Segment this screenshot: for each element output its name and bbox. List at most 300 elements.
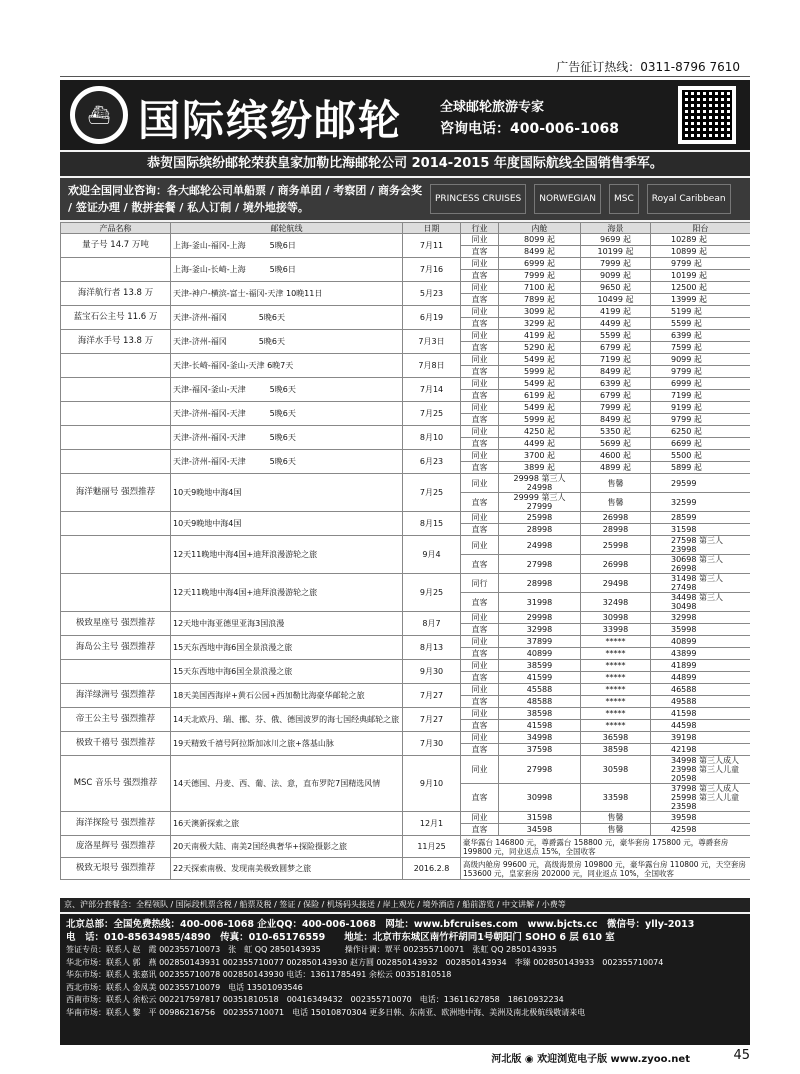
col-header: 内舱 xyxy=(499,223,581,234)
price-category: 直客 xyxy=(461,524,499,536)
price-oceanview: 26998 xyxy=(581,555,651,574)
sail-date: 12月1 xyxy=(403,812,461,836)
price-oceanview: 29498 xyxy=(581,574,651,593)
price-oceanview: 5699 起 xyxy=(581,438,651,450)
price-inside: 40899 xyxy=(499,648,581,660)
price-oceanview: ***** xyxy=(581,636,651,648)
price-category: 同业 xyxy=(461,426,499,438)
price-category: 直客 xyxy=(461,624,499,636)
route: 15天东西地中海6国全景浪漫之旅 xyxy=(171,636,403,660)
sail-date: 9月25 xyxy=(403,574,461,612)
route: 上海-釜山-福冈-上海 5晚6日 xyxy=(171,234,403,258)
price-balcony: 5599 起 xyxy=(651,318,751,330)
price-inside: 5290 起 xyxy=(499,342,581,354)
price-inside: 5999 起 xyxy=(499,366,581,378)
ship-name xyxy=(61,450,171,474)
price-oceanview: 30598 xyxy=(581,756,651,784)
price-oceanview: ***** xyxy=(581,708,651,720)
price-table xyxy=(60,222,750,880)
sail-date: 8月15 xyxy=(403,512,461,536)
sail-date: 7月16 xyxy=(403,258,461,282)
price-inside: 29998 xyxy=(499,612,581,624)
price-balcony: 46588 xyxy=(651,684,751,696)
ship-name: 庞洛星辉号 强烈推荐 xyxy=(61,836,171,858)
table-row xyxy=(61,536,751,555)
price-inside: 3700 起 xyxy=(499,450,581,462)
price-inside: 8499 起 xyxy=(499,246,581,258)
price-oceanview: 6799 起 xyxy=(581,342,651,354)
ship-name: MSC 音乐号 强烈推荐 xyxy=(61,756,171,812)
route: 14天北欧丹、瑞、挪、芬、俄、德国波罗的海七国经典邮轮之旅 xyxy=(171,708,403,732)
price-oceanview: 28998 xyxy=(581,524,651,536)
price-category: 同业 xyxy=(461,708,499,720)
table-row xyxy=(61,574,751,593)
price-inside: 5999 起 xyxy=(499,414,581,426)
route: 天津-济州-福冈-天津 5晚6天 xyxy=(171,450,403,474)
contact-line: 华北市场：联系人 郭 燕 002850143931 002355710077 002850143930 赵方圆 002850143932 002850143934 李臻 002850143933 002355710074 xyxy=(66,957,664,967)
price-inside: 4199 起 xyxy=(499,330,581,342)
price-oceanview: 26998 xyxy=(581,512,651,524)
price-inside: 5499 起 xyxy=(499,354,581,366)
price-oceanview: 4499 起 xyxy=(581,318,651,330)
price-balcony: 35998 xyxy=(651,624,751,636)
price-balcony: 9199 起 xyxy=(651,402,751,414)
contact-line: 西南市场：联系人 余松云 002217597817 00351810518 00416349432 002355710070 电话：13611627858 18610932234 xyxy=(66,995,564,1004)
contact-footer xyxy=(60,914,750,1045)
price-oceanview: ***** xyxy=(581,684,651,696)
price-category: 直客 xyxy=(461,462,499,474)
price-balcony: 31598 xyxy=(651,524,751,536)
price-oceanview: 4600 起 xyxy=(581,450,651,462)
edition-label: 河北版 ◉ 欢迎浏览电子版 www.zyoo.net xyxy=(491,1054,690,1065)
ship-name xyxy=(61,574,171,612)
price-balcony: 5500 起 xyxy=(651,450,751,462)
price-oceanview: ***** xyxy=(581,672,651,684)
ship-name xyxy=(61,426,171,450)
price-balcony: 32599 xyxy=(651,493,751,512)
price-oceanview: 5599 起 xyxy=(581,330,651,342)
price-oceanview: 33998 xyxy=(581,624,651,636)
price-category: 同业 xyxy=(461,684,499,696)
contact-line: 西北市场：联系人 金凤美 002355710079 电话 13501093546 xyxy=(66,982,303,992)
contact-line: 华南市场：联系人 黎 平 00986216756 002355710071 电话 15010870304 更多日韩、东南亚、欧洲地中海、美洲及南北极航线敬请来电 xyxy=(66,1007,586,1017)
price-inside: 28998 xyxy=(499,524,581,536)
route: 19天精致千禧号阿拉斯加冰川之旅+落基山脉 xyxy=(171,732,403,756)
price-category: 同业 xyxy=(461,636,499,648)
contact-line: 华东市场：联系人 张嘉讯 002355710078 002850143930 电话：13611785491 余松云 00351810518 xyxy=(66,970,452,979)
price-oceanview: 4199 起 xyxy=(581,306,651,318)
price-balcony: 31498 第三人 27498 xyxy=(651,574,751,593)
sail-date: 5月23 xyxy=(403,282,461,306)
ship-name: 海洋水手号 13.8 万 xyxy=(61,330,171,354)
price-inside: 34598 xyxy=(499,824,581,836)
price-category: 同业 xyxy=(461,512,499,524)
hq-hotline: 北京总部：全国免费热线：400-006-1068 企业QQ：400-006-1068 网址：www.bfcruises.com www.bjcts.cc 微信号：ylly-2013 xyxy=(66,919,695,930)
price-oceanview: ***** xyxy=(581,720,651,732)
sail-date: 7月30 xyxy=(403,732,461,756)
price-inside: 29999 第三人 27999 xyxy=(499,493,581,512)
price-inside: 29998 第三人 24998 xyxy=(499,474,581,493)
price-oceanview: 售馨 xyxy=(581,812,651,824)
price-inside: 3899 起 xyxy=(499,462,581,474)
price-balcony: 6999 起 xyxy=(651,378,751,390)
price-oceanview: 36598 xyxy=(581,732,651,744)
price-category: 同业 xyxy=(461,732,499,744)
ship-name: 海洋探险号 强烈推荐 xyxy=(61,812,171,836)
price-category: 同业 xyxy=(461,306,499,318)
contact-line: 签证专员：联系人 赵 霞 002355710073 张 虹 QQ 2850143935 操作计调：覃平 002355710071 张虹 QQ 2850143935 xyxy=(66,945,557,954)
route: 10天9晚地中海4国 xyxy=(171,474,403,512)
price-inside: 3099 起 xyxy=(499,306,581,318)
price-inside: 7999 起 xyxy=(499,270,581,282)
price-inside: 7899 起 xyxy=(499,294,581,306)
ship-name xyxy=(61,402,171,426)
sail-date: 6月19 xyxy=(403,306,461,330)
ship-name xyxy=(61,378,171,402)
price-balcony: 7199 起 xyxy=(651,390,751,402)
price-balcony: 9799 起 xyxy=(651,366,751,378)
page-number: 45 xyxy=(733,1048,750,1063)
slogan: 全球邮轮旅游专家 xyxy=(440,100,545,115)
price-inside: 27998 xyxy=(499,555,581,574)
ship-name: 海岛公主号 强烈推荐 xyxy=(61,636,171,660)
price-balcony: 28599 xyxy=(651,512,751,524)
price-oceanview: 5350 起 xyxy=(581,426,651,438)
price-balcony: 10199 起 xyxy=(651,270,751,282)
route: 16天澳新探索之旅 xyxy=(171,812,403,836)
sail-date: 11月25 xyxy=(403,836,461,858)
header-banner xyxy=(60,80,750,150)
table-row xyxy=(61,258,751,270)
price-oceanview: 7999 起 xyxy=(581,258,651,270)
price-balcony: 34498 第三人 30498 xyxy=(651,593,751,612)
price-category: 直客 xyxy=(461,414,499,426)
price-category: 同业 xyxy=(461,258,499,270)
price-oceanview: 7999 起 xyxy=(581,402,651,414)
route: 天津-神户-横滨-富士-福冈-天津 10晚11日 xyxy=(171,282,403,306)
price-oceanview: 33598 xyxy=(581,784,651,812)
price-inside: 7100 起 xyxy=(499,282,581,294)
table-row xyxy=(61,378,751,390)
table-row xyxy=(61,402,751,414)
table-header-row xyxy=(61,223,751,234)
price-oceanview: 7199 起 xyxy=(581,354,651,366)
price-balcony: 39198 xyxy=(651,732,751,744)
price-inside: 31998 xyxy=(499,593,581,612)
price-balcony: 12500 起 xyxy=(651,282,751,294)
price-inside: 5499 起 xyxy=(499,402,581,414)
price-category: 直客 xyxy=(461,493,499,512)
price-category: 同业 xyxy=(461,450,499,462)
price-category: 同业 xyxy=(461,536,499,555)
route: 12天11晚地中海4国+迪拜浪漫游轮之旅 xyxy=(171,536,403,574)
route: 15天东西地中海6国全景浪漫之旅 xyxy=(171,660,403,684)
ship-name: 极致无垠号 强烈推荐 xyxy=(61,858,171,880)
price-balcony: 5899 起 xyxy=(651,462,751,474)
price-category: 直客 xyxy=(461,342,499,354)
brand-name: 国际缤纷邮轮 xyxy=(138,96,403,145)
price-category: 直客 xyxy=(461,696,499,708)
brand-logo xyxy=(70,86,128,144)
table-row xyxy=(61,858,751,880)
price-category: 直客 xyxy=(461,294,499,306)
price-oceanview: 9650 起 xyxy=(581,282,651,294)
price-note: 高级内舱房 99600 元，高级海景房 109800 元，豪华露台房 110800 元，天空套房 153600 元，皇家套房 202000 元，同业返点 10%，全国收客 xyxy=(461,858,751,880)
price-inside: 4499 起 xyxy=(499,438,581,450)
congrats-banner: 恭贺国际缤纷邮轮荣获皇家加勒比海邮轮公司 2014-2015 年度国际航线全国销售季军。 xyxy=(60,152,750,176)
price-balcony: 5199 起 xyxy=(651,306,751,318)
price-category: 同业 xyxy=(461,330,499,342)
price-balcony: 30698 第三人 26998 xyxy=(651,555,751,574)
route: 天津-济州-福冈 5晚6天 xyxy=(171,330,403,354)
price-inside: 38598 xyxy=(499,708,581,720)
price-oceanview: 6399 起 xyxy=(581,378,651,390)
ship-name xyxy=(61,354,171,378)
price-balcony: 10899 起 xyxy=(651,246,751,258)
route: 天津-济州-福冈-天津 5晚6天 xyxy=(171,426,403,450)
price-category: 直客 xyxy=(461,784,499,812)
brand-logo-princess: PRINCESS CRUISES xyxy=(430,184,526,214)
price-balcony: 44598 xyxy=(651,720,751,732)
price-balcony: 41598 xyxy=(651,708,751,720)
price-category: 同业 xyxy=(461,812,499,824)
price-oceanview: 25998 xyxy=(581,536,651,555)
price-category: 同业 xyxy=(461,660,499,672)
sail-date: 7月25 xyxy=(403,474,461,512)
consult-phone: 咨询电话：400-006-1068 xyxy=(440,121,620,137)
price-balcony: 34998 第三人成人 23998 第三人儿童 20598 xyxy=(651,756,751,784)
welcome-text: 欢迎全国同业咨询：各大邮轮公司单船票 / 商务单团 / 考察团 / 商务会奖 / 签证办理 / 散拼套餐 / 私人订制 / 境外地接等。 xyxy=(68,184,423,214)
sail-date: 7月14 xyxy=(403,378,461,402)
price-oceanview: 8499 起 xyxy=(581,366,651,378)
price-oceanview: 售馨 xyxy=(581,824,651,836)
col-header: 产品名称 xyxy=(61,223,171,234)
price-category: 直客 xyxy=(461,744,499,756)
price-oceanview: ***** xyxy=(581,660,651,672)
price-inside: 8099 起 xyxy=(499,234,581,246)
price-inside: 4250 起 xyxy=(499,426,581,438)
ship-name xyxy=(61,660,171,684)
price-inside: 24998 xyxy=(499,536,581,555)
table-row xyxy=(61,612,751,624)
sail-date: 9月30 xyxy=(403,660,461,684)
price-inside: 34998 xyxy=(499,732,581,744)
table-row xyxy=(61,636,751,648)
price-category: 同业 xyxy=(461,354,499,366)
price-inside: 5499 起 xyxy=(499,378,581,390)
sail-date: 7月25 xyxy=(403,402,461,426)
brand-logo-msc: MSC xyxy=(609,184,639,214)
price-category: 同业 xyxy=(461,282,499,294)
ship-icon: ⛴ xyxy=(75,91,123,139)
price-balcony: 41899 xyxy=(651,660,751,672)
hq-tel: 电 话：010-85634985/4890 传真：010-65176559 地址：北京市东城区南竹杆胡同1号朝阳门 SOHO 6 层 610 室 xyxy=(66,932,615,943)
price-balcony: 6699 起 xyxy=(651,438,751,450)
price-category: 直客 xyxy=(461,720,499,732)
price-inside: 41599 xyxy=(499,672,581,684)
price-balcony: 42198 xyxy=(651,744,751,756)
ship-name: 极致星座号 强烈推荐 xyxy=(61,612,171,636)
price-category: 同业 xyxy=(461,234,499,246)
price-category: 直客 xyxy=(461,390,499,402)
route: 22天探索南极、发现南美极致圆梦之旅 xyxy=(171,858,403,880)
brand-logo-norwegian: NORWEGIAN xyxy=(534,184,601,214)
cruise-brand-logos xyxy=(430,184,731,214)
price-category: 同业 xyxy=(461,756,499,784)
price-balcony: 42598 xyxy=(651,824,751,836)
price-category: 同业 xyxy=(461,402,499,414)
table-row xyxy=(61,474,751,493)
price-oceanview: ***** xyxy=(581,648,651,660)
price-balcony: 40899 xyxy=(651,636,751,648)
sail-date: 7月27 xyxy=(403,708,461,732)
route: 14天德国、丹麦、西、葡、法、意，直布罗陀7国精选风情 xyxy=(171,756,403,812)
price-oceanview: 30998 xyxy=(581,612,651,624)
sail-date: 7月27 xyxy=(403,684,461,708)
price-oceanview: 售馨 xyxy=(581,474,651,493)
sail-date: 8月7 xyxy=(403,612,461,636)
table-row xyxy=(61,756,751,784)
table-row xyxy=(61,234,751,246)
price-oceanview: 6799 起 xyxy=(581,390,651,402)
price-balcony: 9799 起 xyxy=(651,258,751,270)
price-inside: 3299 起 xyxy=(499,318,581,330)
col-header: 日期 xyxy=(403,223,461,234)
route: 上海-釜山-长崎-上海 5晚6日 xyxy=(171,258,403,282)
price-category: 直客 xyxy=(461,824,499,836)
ship-name: 海洋魅丽号 强烈推荐 xyxy=(61,474,171,512)
route: 天津-长崎-福冈-釜山-天津 6晚7天 xyxy=(171,354,403,378)
sail-date: 8月10 xyxy=(403,426,461,450)
brand-logo-royal-caribbean: Royal Caribbean xyxy=(647,184,731,214)
price-category: 直客 xyxy=(461,648,499,660)
price-balcony: 9099 起 xyxy=(651,354,751,366)
package-remark: 京、沪部分套餐含：全程领队 / 国际段机票含税 / 船票及税 / 签证 / 保险 / 机场码头接送 / 岸上观光 / 境外酒店 / 船前游览 / 中文讲解 / 小费等 xyxy=(60,898,750,912)
price-category: 同业 xyxy=(461,612,499,624)
table-row xyxy=(61,354,751,366)
table-row xyxy=(61,836,751,858)
col-header: 海景 xyxy=(581,223,651,234)
price-balcony: 43899 xyxy=(651,648,751,660)
price-inside: 6999 起 xyxy=(499,258,581,270)
price-category: 同业 xyxy=(461,378,499,390)
price-balcony: 37998 第三人成人 25998 第三人儿童 23598 xyxy=(651,784,751,812)
ship-name xyxy=(61,512,171,536)
price-inside: 41598 xyxy=(499,720,581,732)
price-category: 直客 xyxy=(461,318,499,330)
route: 18天美国西海岸+黄石公园+西加勒比海豪华邮轮之旅 xyxy=(171,684,403,708)
table-row xyxy=(61,512,751,524)
price-category: 同业 xyxy=(461,474,499,493)
welcome-banner xyxy=(60,178,750,220)
price-balcony: 9799 起 xyxy=(651,414,751,426)
route: 12天11晚地中海4国+迪拜浪漫游轮之旅 xyxy=(171,574,403,612)
price-inside: 37598 xyxy=(499,744,581,756)
sail-date: 8月13 xyxy=(403,636,461,660)
price-balcony: 49588 xyxy=(651,696,751,708)
ship-name xyxy=(61,258,171,282)
sail-date: 6月23 xyxy=(403,450,461,474)
table-row xyxy=(61,426,751,438)
price-category: 直客 xyxy=(461,366,499,378)
price-category: 直客 xyxy=(461,438,499,450)
price-inside: 28998 xyxy=(499,574,581,593)
table-row xyxy=(61,732,751,744)
route: 天津-济州-福冈-天津 5晚6天 xyxy=(171,402,403,426)
advertisement xyxy=(60,80,750,1045)
ship-name xyxy=(61,536,171,574)
price-inside: 38599 xyxy=(499,660,581,672)
price-oceanview: 售馨 xyxy=(581,493,651,512)
route: 12天地中海亚德里亚海3国浪漫 xyxy=(171,612,403,636)
price-oceanview: 38598 xyxy=(581,744,651,756)
route: 20天南极大陆、南美2国经典奢华+探险摄影之旅 xyxy=(171,836,403,858)
price-inside: 6199 起 xyxy=(499,390,581,402)
price-category: 直客 xyxy=(461,246,499,258)
price-balcony: 39598 xyxy=(651,812,751,824)
price-oceanview: 32498 xyxy=(581,593,651,612)
price-inside: 25998 xyxy=(499,512,581,524)
sail-date: 9月4 xyxy=(403,536,461,574)
price-category: 直客 xyxy=(461,555,499,574)
table-row xyxy=(61,450,751,462)
price-inside: 48588 xyxy=(499,696,581,708)
ship-name: 海洋绿洲号 强烈推荐 xyxy=(61,684,171,708)
table-row xyxy=(61,282,751,294)
sail-date: 2016.2.8 xyxy=(403,858,461,880)
hotline: 广告征订热线：0311-8796 7610 xyxy=(556,60,740,74)
price-inside: 37899 xyxy=(499,636,581,648)
price-inside: 45588 xyxy=(499,684,581,696)
route: 10天9晚地中海4国 xyxy=(171,512,403,536)
table-row xyxy=(61,708,751,720)
ship-name: 量子号 14.7 万吨 xyxy=(61,234,171,258)
price-category: 直客 xyxy=(461,672,499,684)
price-oceanview: 9699 起 xyxy=(581,234,651,246)
price-balcony: 27598 第三人 23998 xyxy=(651,536,751,555)
table-row xyxy=(61,660,751,672)
col-header: 行业 xyxy=(461,223,499,234)
price-inside: 31598 xyxy=(499,812,581,824)
price-inside: 30998 xyxy=(499,784,581,812)
sail-date: 7月3日 xyxy=(403,330,461,354)
price-oceanview: ***** xyxy=(581,696,651,708)
ship-name: 极致千禧号 强烈推荐 xyxy=(61,732,171,756)
col-header: 邮轮航线 xyxy=(171,223,403,234)
price-inside: 27998 xyxy=(499,756,581,784)
qr-code xyxy=(678,86,736,144)
route: 天津-济州-福冈 5晚6天 xyxy=(171,306,403,330)
ship-name: 海洋航行者 13.8 万 xyxy=(61,282,171,306)
price-category: 同行 xyxy=(461,574,499,593)
table-body xyxy=(61,234,751,880)
price-balcony: 7599 起 xyxy=(651,342,751,354)
ship-name: 蓝宝石公主号 11.6 万 xyxy=(61,306,171,330)
price-category: 直客 xyxy=(461,593,499,612)
price-balcony: 44899 xyxy=(651,672,751,684)
price-balcony: 29599 xyxy=(651,474,751,493)
price-oceanview: 10499 起 xyxy=(581,294,651,306)
price-balcony: 13999 起 xyxy=(651,294,751,306)
price-inside: 32998 xyxy=(499,624,581,636)
route: 天津-福冈-釜山-天津 5晚6天 xyxy=(171,378,403,402)
price-balcony: 32998 xyxy=(651,612,751,624)
price-balcony: 6250 起 xyxy=(651,426,751,438)
sail-date: 9月10 xyxy=(403,756,461,812)
price-category: 直客 xyxy=(461,270,499,282)
price-oceanview: 9099 起 xyxy=(581,270,651,282)
top-divider xyxy=(60,76,750,77)
